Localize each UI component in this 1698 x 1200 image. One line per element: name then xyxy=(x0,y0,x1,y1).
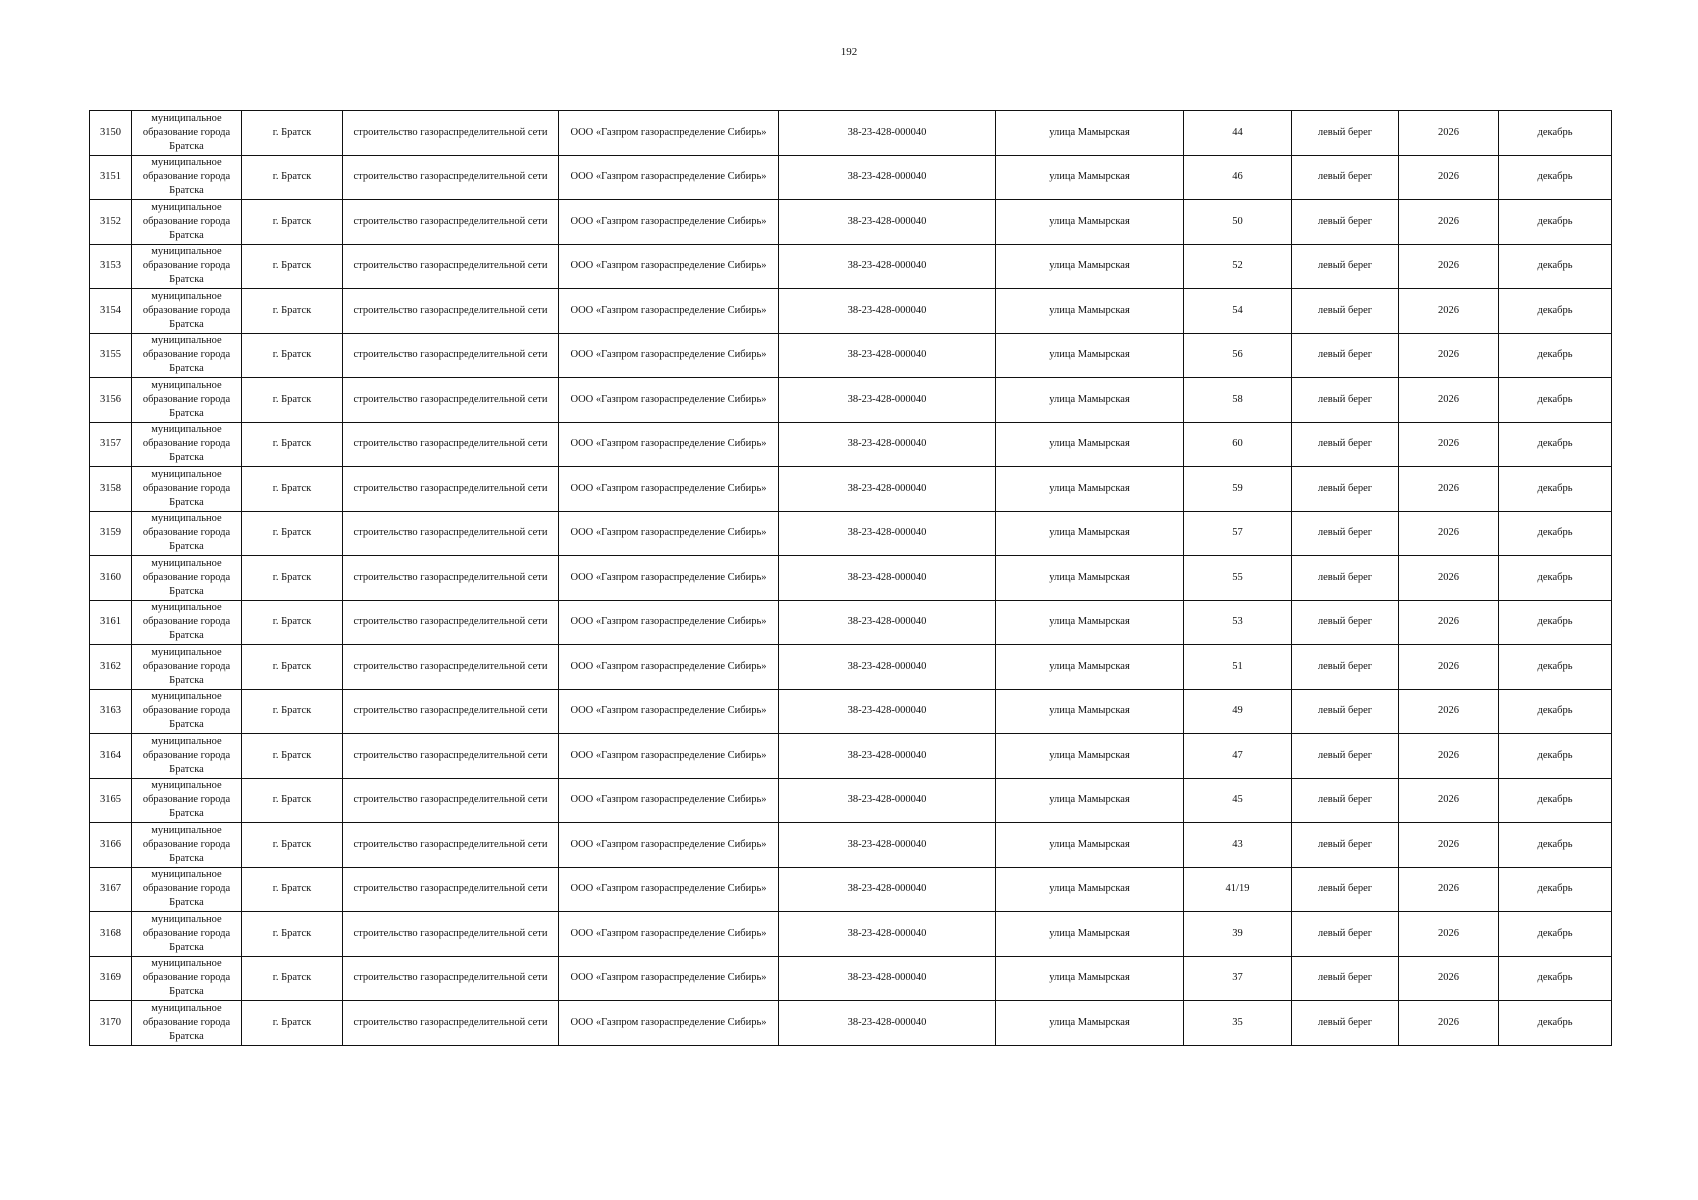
year-cell: 2026 xyxy=(1399,645,1499,690)
work-type-cell: строительство газораспределительной сети xyxy=(343,645,559,690)
row-number: 3170 xyxy=(90,1001,132,1046)
table-row xyxy=(90,333,1612,378)
month-cell: декабрь xyxy=(1499,867,1612,912)
year-cell: 2026 xyxy=(1399,333,1499,378)
row-number: 3166 xyxy=(90,823,132,868)
municipality-cell: муниципальное образование города Братска xyxy=(132,289,242,334)
river-bank-cell: левый берег xyxy=(1292,200,1399,245)
work-type-cell: строительство газораспределительной сети xyxy=(343,111,559,156)
river-bank-cell: левый берег xyxy=(1292,111,1399,156)
street-cell: улица Мамырская xyxy=(996,867,1184,912)
row-number: 3160 xyxy=(90,556,132,601)
month-cell: декабрь xyxy=(1499,956,1612,1001)
work-type-cell: строительство газораспределительной сети xyxy=(343,912,559,957)
organization-cell: ООО «Газпром газораспределение Сибирь» xyxy=(559,556,779,601)
month-cell: декабрь xyxy=(1499,689,1612,734)
code-cell: 38-23-428-000040 xyxy=(779,511,996,556)
street-cell: улица Мамырская xyxy=(996,956,1184,1001)
organization-cell: ООО «Газпром газораспределение Сибирь» xyxy=(559,467,779,512)
year-cell: 2026 xyxy=(1399,867,1499,912)
month-cell: декабрь xyxy=(1499,289,1612,334)
house-number-cell: 55 xyxy=(1184,556,1292,601)
municipality-cell: муниципальное образование города Братска xyxy=(132,378,242,423)
house-number-cell: 41/19 xyxy=(1184,867,1292,912)
street-cell: улица Мамырская xyxy=(996,600,1184,645)
month-cell: декабрь xyxy=(1499,556,1612,601)
river-bank-cell: левый берег xyxy=(1292,689,1399,734)
municipality-cell: муниципальное образование города Братска xyxy=(132,778,242,823)
month-cell: декабрь xyxy=(1499,734,1612,779)
house-number-cell: 35 xyxy=(1184,1001,1292,1046)
code-cell: 38-23-428-000040 xyxy=(779,956,996,1001)
municipality-cell: муниципальное образование города Братска xyxy=(132,111,242,156)
city-cell: г. Братск xyxy=(242,155,343,200)
organization-cell: ООО «Газпром газораспределение Сибирь» xyxy=(559,912,779,957)
work-type-cell: строительство газораспределительной сети xyxy=(343,867,559,912)
code-cell: 38-23-428-000040 xyxy=(779,600,996,645)
municipality-cell: муниципальное образование города Братска xyxy=(132,556,242,601)
row-number: 3152 xyxy=(90,200,132,245)
code-cell: 38-23-428-000040 xyxy=(779,111,996,156)
table-row xyxy=(90,200,1612,245)
house-number-cell: 53 xyxy=(1184,600,1292,645)
year-cell: 2026 xyxy=(1399,734,1499,779)
year-cell: 2026 xyxy=(1399,511,1499,556)
city-cell: г. Братск xyxy=(242,333,343,378)
work-type-cell: строительство газораспределительной сети xyxy=(343,734,559,779)
municipality-cell: муниципальное образование города Братска xyxy=(132,645,242,690)
municipality-cell: муниципальное образование города Братска xyxy=(132,1001,242,1046)
city-cell: г. Братск xyxy=(242,912,343,957)
work-type-cell: строительство газораспределительной сети xyxy=(343,200,559,245)
municipality-cell: муниципальное образование города Братска xyxy=(132,912,242,957)
table-row xyxy=(90,734,1612,779)
table-row xyxy=(90,511,1612,556)
table-row xyxy=(90,645,1612,690)
row-number: 3153 xyxy=(90,244,132,289)
street-cell: улица Мамырская xyxy=(996,778,1184,823)
city-cell: г. Братск xyxy=(242,867,343,912)
house-number-cell: 52 xyxy=(1184,244,1292,289)
organization-cell: ООО «Газпром газораспределение Сибирь» xyxy=(559,378,779,423)
year-cell: 2026 xyxy=(1399,244,1499,289)
row-number: 3159 xyxy=(90,511,132,556)
month-cell: декабрь xyxy=(1499,378,1612,423)
city-cell: г. Братск xyxy=(242,689,343,734)
year-cell: 2026 xyxy=(1399,155,1499,200)
river-bank-cell: левый берег xyxy=(1292,378,1399,423)
work-type-cell: строительство газораспределительной сети xyxy=(343,556,559,601)
river-bank-cell: левый берег xyxy=(1292,333,1399,378)
river-bank-cell: левый берег xyxy=(1292,645,1399,690)
municipality-cell: муниципальное образование города Братска xyxy=(132,200,242,245)
organization-cell: ООО «Газпром газораспределение Сибирь» xyxy=(559,289,779,334)
street-cell: улица Мамырская xyxy=(996,111,1184,156)
work-type-cell: строительство газораспределительной сети xyxy=(343,823,559,868)
table-row xyxy=(90,823,1612,868)
year-cell: 2026 xyxy=(1399,1001,1499,1046)
year-cell: 2026 xyxy=(1399,912,1499,957)
year-cell: 2026 xyxy=(1399,422,1499,467)
work-type-cell: строительство газораспределительной сети xyxy=(343,467,559,512)
row-number: 3151 xyxy=(90,155,132,200)
city-cell: г. Братск xyxy=(242,823,343,868)
code-cell: 38-23-428-000040 xyxy=(779,734,996,779)
year-cell: 2026 xyxy=(1399,823,1499,868)
house-number-cell: 59 xyxy=(1184,467,1292,512)
row-number: 3167 xyxy=(90,867,132,912)
table-row xyxy=(90,422,1612,467)
table-row xyxy=(90,155,1612,200)
city-cell: г. Братск xyxy=(242,778,343,823)
house-number-cell: 46 xyxy=(1184,155,1292,200)
code-cell: 38-23-428-000040 xyxy=(779,422,996,467)
river-bank-cell: левый берег xyxy=(1292,289,1399,334)
organization-cell: ООО «Газпром газораспределение Сибирь» xyxy=(559,778,779,823)
table-row xyxy=(90,556,1612,601)
work-type-cell: строительство газораспределительной сети xyxy=(343,600,559,645)
river-bank-cell: левый берег xyxy=(1292,467,1399,512)
municipality-cell: муниципальное образование города Братска xyxy=(132,734,242,779)
street-cell: улица Мамырская xyxy=(996,467,1184,512)
work-type-cell: строительство газораспределительной сети xyxy=(343,1001,559,1046)
street-cell: улица Мамырская xyxy=(996,734,1184,779)
code-cell: 38-23-428-000040 xyxy=(779,244,996,289)
table-row xyxy=(90,778,1612,823)
city-cell: г. Братск xyxy=(242,289,343,334)
house-number-cell: 44 xyxy=(1184,111,1292,156)
city-cell: г. Братск xyxy=(242,111,343,156)
street-cell: улица Мамырская xyxy=(996,645,1184,690)
city-cell: г. Братск xyxy=(242,556,343,601)
work-type-cell: строительство газораспределительной сети xyxy=(343,289,559,334)
river-bank-cell: левый берег xyxy=(1292,1001,1399,1046)
municipality-cell: муниципальное образование города Братска xyxy=(132,823,242,868)
river-bank-cell: левый берег xyxy=(1292,734,1399,779)
code-cell: 38-23-428-000040 xyxy=(779,689,996,734)
year-cell: 2026 xyxy=(1399,689,1499,734)
house-number-cell: 51 xyxy=(1184,645,1292,690)
city-cell: г. Братск xyxy=(242,956,343,1001)
street-cell: улица Мамырская xyxy=(996,1001,1184,1046)
house-number-cell: 37 xyxy=(1184,956,1292,1001)
organization-cell: ООО «Газпром газораспределение Сибирь» xyxy=(559,734,779,779)
river-bank-cell: левый берег xyxy=(1292,556,1399,601)
city-cell: г. Братск xyxy=(242,422,343,467)
table-row xyxy=(90,1001,1612,1046)
table-row xyxy=(90,689,1612,734)
work-type-cell: строительство газораспределительной сети xyxy=(343,511,559,556)
organization-cell: ООО «Газпром газораспределение Сибирь» xyxy=(559,689,779,734)
code-cell: 38-23-428-000040 xyxy=(779,912,996,957)
registry-body xyxy=(90,111,1612,1046)
organization-cell: ООО «Газпром газораспределение Сибирь» xyxy=(559,155,779,200)
month-cell: декабрь xyxy=(1499,244,1612,289)
river-bank-cell: левый берег xyxy=(1292,956,1399,1001)
row-number: 3162 xyxy=(90,645,132,690)
work-type-cell: строительство газораспределительной сети xyxy=(343,778,559,823)
table-row xyxy=(90,956,1612,1001)
year-cell: 2026 xyxy=(1399,467,1499,512)
house-number-cell: 45 xyxy=(1184,778,1292,823)
municipality-cell: муниципальное образование города Братска xyxy=(132,956,242,1001)
row-number: 3155 xyxy=(90,333,132,378)
organization-cell: ООО «Газпром газораспределение Сибирь» xyxy=(559,111,779,156)
street-cell: улица Мамырская xyxy=(996,689,1184,734)
row-number: 3164 xyxy=(90,734,132,779)
organization-cell: ООО «Газпром газораспределение Сибирь» xyxy=(559,645,779,690)
work-type-cell: строительство газораспределительной сети xyxy=(343,155,559,200)
house-number-cell: 57 xyxy=(1184,511,1292,556)
street-cell: улица Мамырская xyxy=(996,200,1184,245)
street-cell: улица Мамырская xyxy=(996,244,1184,289)
page-number: 192 xyxy=(840,46,858,58)
month-cell: декабрь xyxy=(1499,155,1612,200)
month-cell: декабрь xyxy=(1499,600,1612,645)
row-number: 3161 xyxy=(90,600,132,645)
row-number: 3156 xyxy=(90,378,132,423)
municipality-cell: муниципальное образование города Братска xyxy=(132,422,242,467)
city-cell: г. Братск xyxy=(242,600,343,645)
work-type-cell: строительство газораспределительной сети xyxy=(343,333,559,378)
work-type-cell: строительство газораспределительной сети xyxy=(343,244,559,289)
month-cell: декабрь xyxy=(1499,778,1612,823)
row-number: 3158 xyxy=(90,467,132,512)
house-number-cell: 58 xyxy=(1184,378,1292,423)
row-number: 3165 xyxy=(90,778,132,823)
month-cell: декабрь xyxy=(1499,467,1612,512)
year-cell: 2026 xyxy=(1399,600,1499,645)
table-row xyxy=(90,378,1612,423)
city-cell: г. Братск xyxy=(242,645,343,690)
street-cell: улица Мамырская xyxy=(996,155,1184,200)
row-number: 3163 xyxy=(90,689,132,734)
code-cell: 38-23-428-000040 xyxy=(779,200,996,245)
house-number-cell: 39 xyxy=(1184,912,1292,957)
street-cell: улица Мамырская xyxy=(996,511,1184,556)
street-cell: улица Мамырская xyxy=(996,823,1184,868)
organization-cell: ООО «Газпром газораспределение Сибирь» xyxy=(559,1001,779,1046)
municipality-cell: муниципальное образование города Братска xyxy=(132,333,242,378)
house-number-cell: 54 xyxy=(1184,289,1292,334)
table-row xyxy=(90,867,1612,912)
organization-cell: ООО «Газпром газораспределение Сибирь» xyxy=(559,511,779,556)
row-number: 3150 xyxy=(90,111,132,156)
year-cell: 2026 xyxy=(1399,378,1499,423)
month-cell: декабрь xyxy=(1499,111,1612,156)
table-row xyxy=(90,111,1612,156)
code-cell: 38-23-428-000040 xyxy=(779,333,996,378)
street-cell: улица Мамырская xyxy=(996,333,1184,378)
municipality-cell: муниципальное образование города Братска xyxy=(132,689,242,734)
house-number-cell: 47 xyxy=(1184,734,1292,779)
city-cell: г. Братск xyxy=(242,734,343,779)
work-type-cell: строительство газораспределительной сети xyxy=(343,422,559,467)
river-bank-cell: левый берег xyxy=(1292,823,1399,868)
table-row xyxy=(90,244,1612,289)
code-cell: 38-23-428-000040 xyxy=(779,155,996,200)
city-cell: г. Братск xyxy=(242,511,343,556)
river-bank-cell: левый берег xyxy=(1292,778,1399,823)
street-cell: улица Мамырская xyxy=(996,422,1184,467)
street-cell: улица Мамырская xyxy=(996,912,1184,957)
code-cell: 38-23-428-000040 xyxy=(779,645,996,690)
river-bank-cell: левый берег xyxy=(1292,867,1399,912)
work-type-cell: строительство газораспределительной сети xyxy=(343,378,559,423)
organization-cell: ООО «Газпром газораспределение Сибирь» xyxy=(559,333,779,378)
month-cell: декабрь xyxy=(1499,1001,1612,1046)
organization-cell: ООО «Газпром газораспределение Сибирь» xyxy=(559,422,779,467)
river-bank-cell: левый берег xyxy=(1292,511,1399,556)
organization-cell: ООО «Газпром газораспределение Сибирь» xyxy=(559,600,779,645)
code-cell: 38-23-428-000040 xyxy=(779,867,996,912)
house-number-cell: 60 xyxy=(1184,422,1292,467)
row-number: 3168 xyxy=(90,912,132,957)
house-number-cell: 49 xyxy=(1184,689,1292,734)
house-number-cell: 50 xyxy=(1184,200,1292,245)
work-type-cell: строительство газораспределительной сети xyxy=(343,689,559,734)
work-type-cell: строительство газораспределительной сети xyxy=(343,956,559,1001)
house-number-cell: 43 xyxy=(1184,823,1292,868)
organization-cell: ООО «Газпром газораспределение Сибирь» xyxy=(559,200,779,245)
municipality-cell: муниципальное образование города Братска xyxy=(132,155,242,200)
municipality-cell: муниципальное образование города Братска xyxy=(132,867,242,912)
year-cell: 2026 xyxy=(1399,111,1499,156)
city-cell: г. Братск xyxy=(242,378,343,423)
table-row xyxy=(90,467,1612,512)
code-cell: 38-23-428-000040 xyxy=(779,1001,996,1046)
year-cell: 2026 xyxy=(1399,556,1499,601)
code-cell: 38-23-428-000040 xyxy=(779,467,996,512)
organization-cell: ООО «Газпром газораспределение Сибирь» xyxy=(559,956,779,1001)
organization-cell: ООО «Газпром газораспределение Сибирь» xyxy=(559,244,779,289)
registry-table xyxy=(89,110,1612,1046)
month-cell: декабрь xyxy=(1499,422,1612,467)
table-row xyxy=(90,289,1612,334)
year-cell: 2026 xyxy=(1399,956,1499,1001)
street-cell: улица Мамырская xyxy=(996,378,1184,423)
code-cell: 38-23-428-000040 xyxy=(779,778,996,823)
municipality-cell: муниципальное образование города Братска xyxy=(132,511,242,556)
organization-cell: ООО «Газпром газораспределение Сибирь» xyxy=(559,823,779,868)
municipality-cell: муниципальное образование города Братска xyxy=(132,244,242,289)
month-cell: декабрь xyxy=(1499,823,1612,868)
street-cell: улица Мамырская xyxy=(996,289,1184,334)
month-cell: декабрь xyxy=(1499,200,1612,245)
month-cell: декабрь xyxy=(1499,511,1612,556)
month-cell: декабрь xyxy=(1499,645,1612,690)
city-cell: г. Братск xyxy=(242,200,343,245)
municipality-cell: муниципальное образование города Братска xyxy=(132,467,242,512)
year-cell: 2026 xyxy=(1399,289,1499,334)
month-cell: декабрь xyxy=(1499,333,1612,378)
row-number: 3154 xyxy=(90,289,132,334)
house-number-cell: 56 xyxy=(1184,333,1292,378)
organization-cell: ООО «Газпром газораспределение Сибирь» xyxy=(559,867,779,912)
street-cell: улица Мамырская xyxy=(996,556,1184,601)
city-cell: г. Братск xyxy=(242,244,343,289)
row-number: 3169 xyxy=(90,956,132,1001)
river-bank-cell: левый берег xyxy=(1292,422,1399,467)
river-bank-cell: левый берег xyxy=(1292,600,1399,645)
city-cell: г. Братск xyxy=(242,467,343,512)
river-bank-cell: левый берег xyxy=(1292,912,1399,957)
city-cell: г. Братск xyxy=(242,1001,343,1046)
code-cell: 38-23-428-000040 xyxy=(779,378,996,423)
code-cell: 38-23-428-000040 xyxy=(779,289,996,334)
table-row xyxy=(90,600,1612,645)
year-cell: 2026 xyxy=(1399,778,1499,823)
month-cell: декабрь xyxy=(1499,912,1612,957)
code-cell: 38-23-428-000040 xyxy=(779,556,996,601)
municipality-cell: муниципальное образование города Братска xyxy=(132,600,242,645)
river-bank-cell: левый берег xyxy=(1292,244,1399,289)
river-bank-cell: левый берег xyxy=(1292,155,1399,200)
row-number: 3157 xyxy=(90,422,132,467)
code-cell: 38-23-428-000040 xyxy=(779,823,996,868)
year-cell: 2026 xyxy=(1399,200,1499,245)
table-row xyxy=(90,912,1612,957)
